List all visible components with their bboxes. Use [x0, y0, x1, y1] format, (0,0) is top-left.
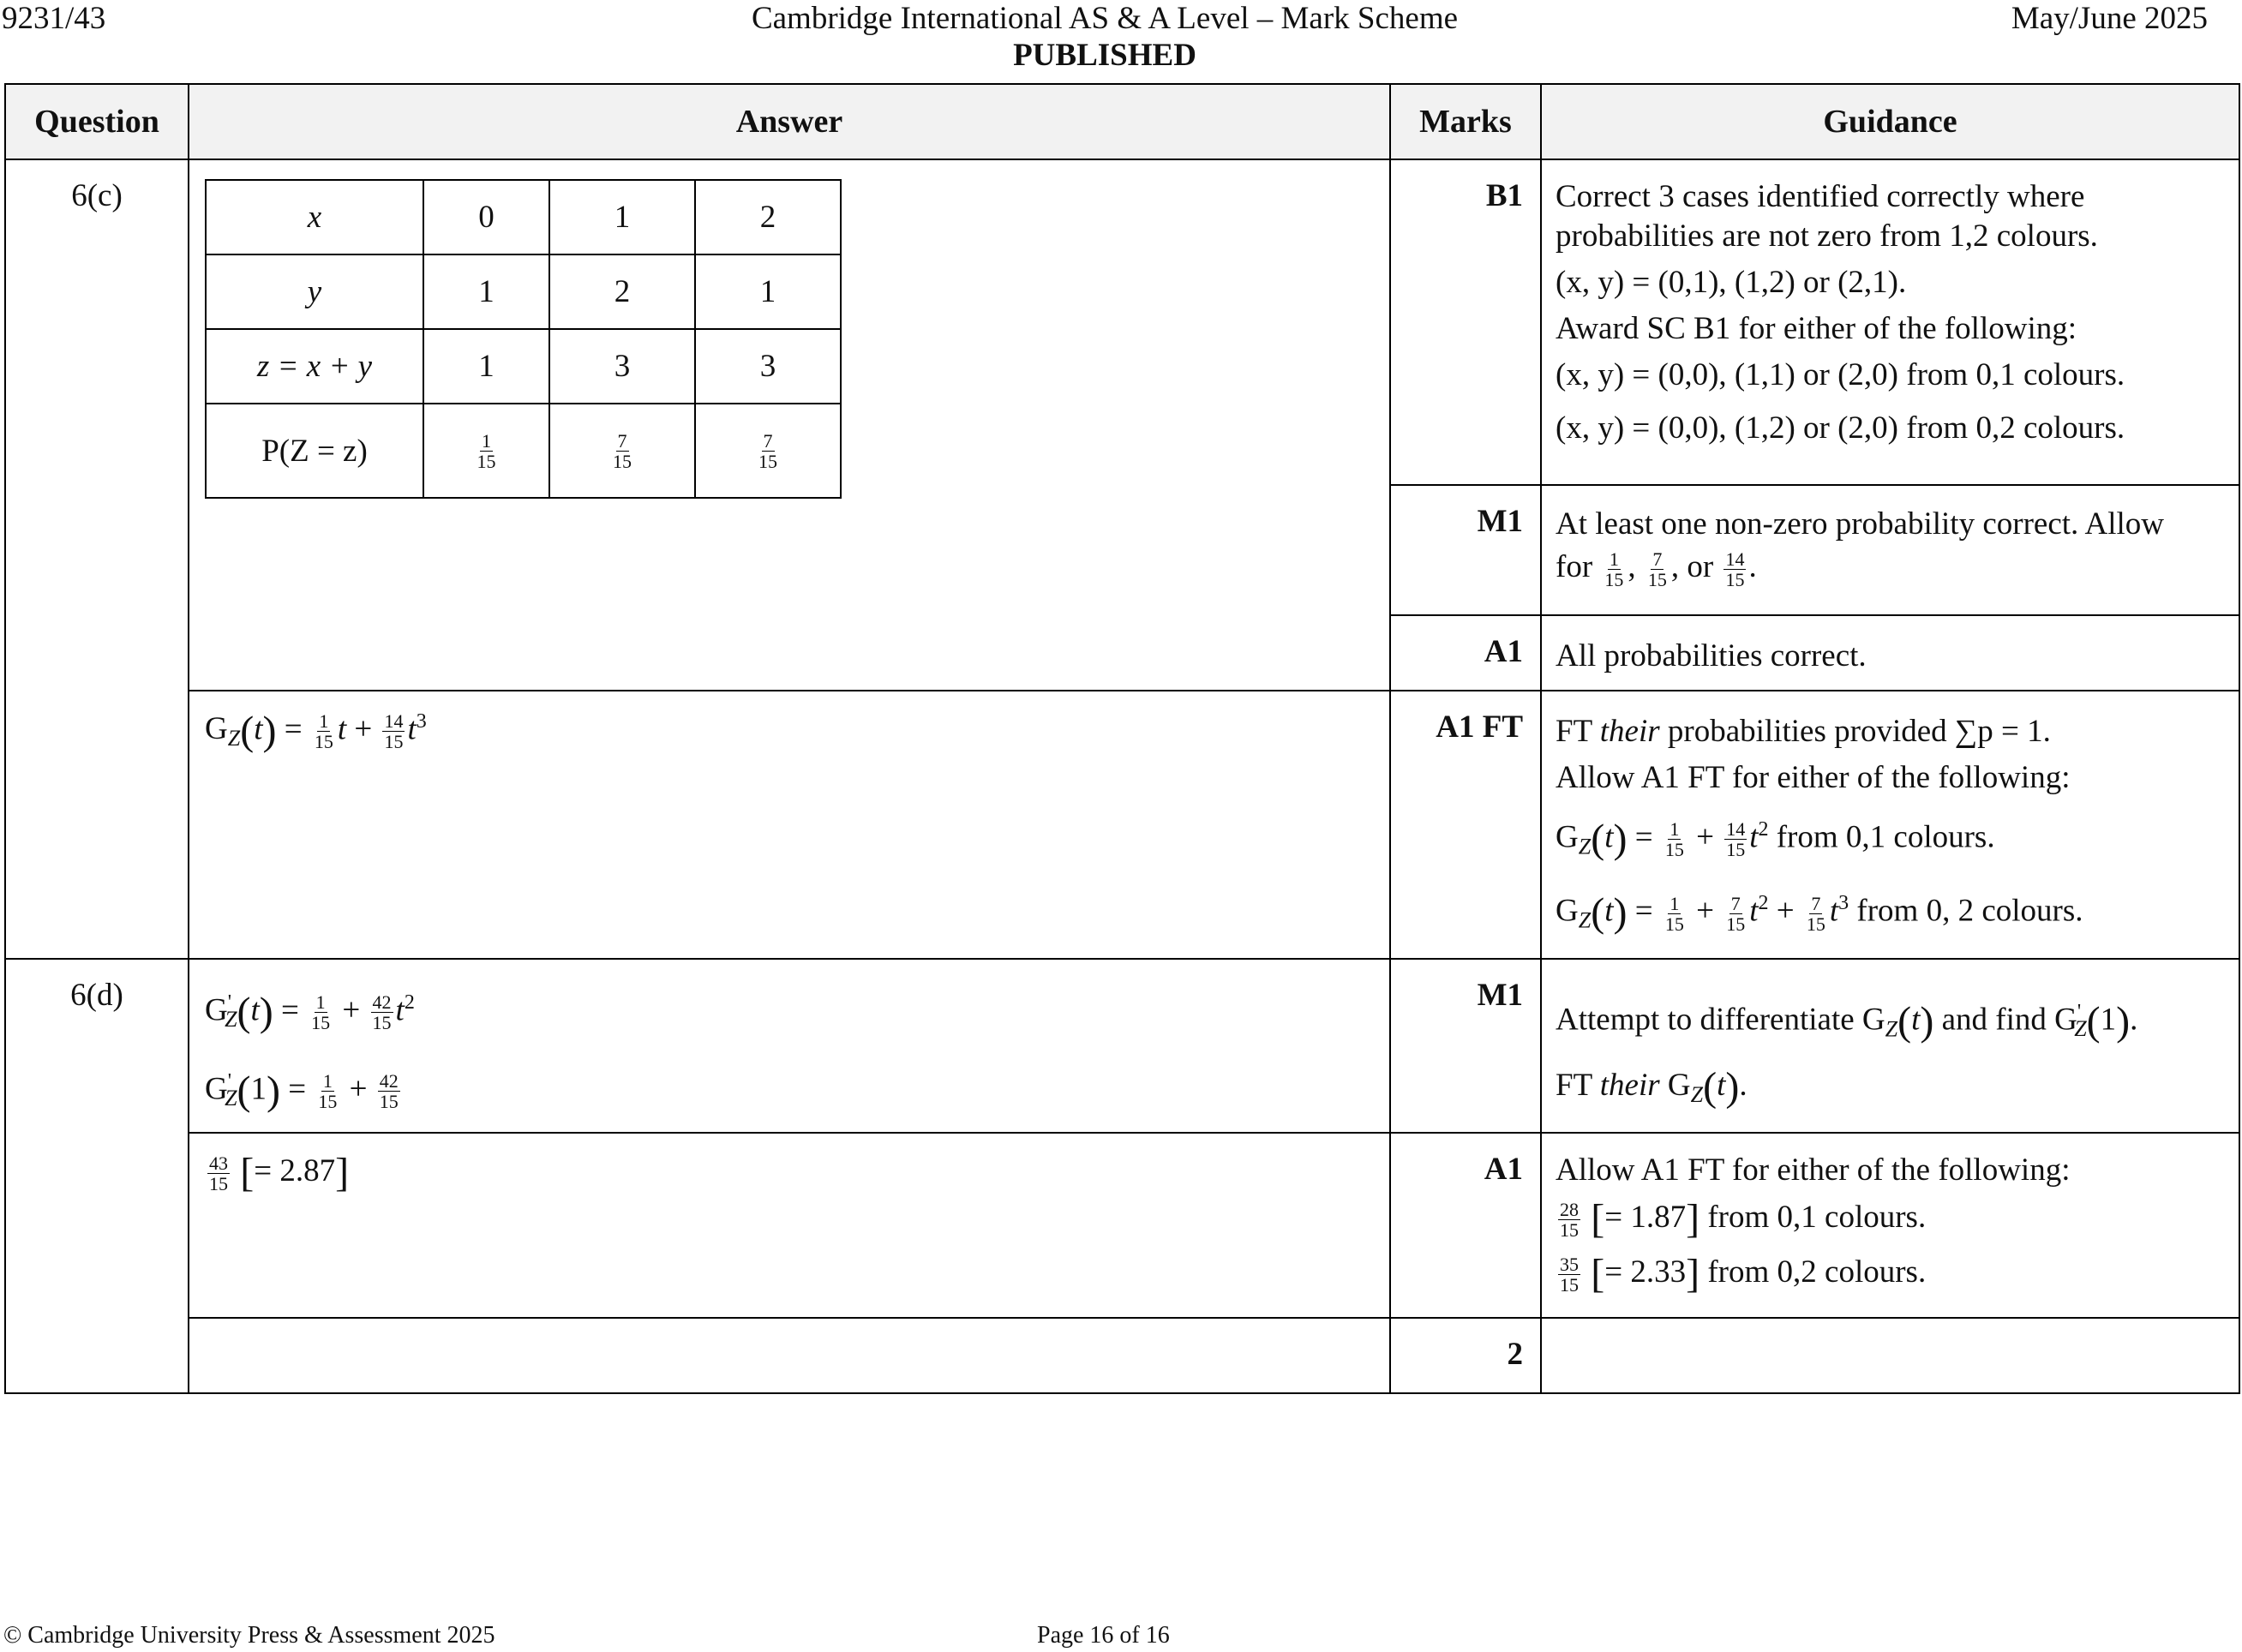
marks-column-header: Marks: [1390, 84, 1541, 159]
guidance-a1: Allow A1 FT for either of the following: $\frac{28}{15}$ [= 1.87] from 0,1 colours. $\frac{35}{15}$ [= 2.33] from 0,2 colours.: [1541, 1133, 2239, 1318]
z-value: 3: [549, 329, 695, 404]
guidance-empty-cell: [1541, 1318, 2239, 1393]
guidance-m1: At least one non-zero probability correct. Allow for $\frac{1}{15}$ , $\frac{7}{15}$ , or $\frac{14}{15}$ .: [1541, 485, 2239, 615]
guidance-m1: Attempt to differentiate $G_Z(t)$ and find $G'_Z(1)$. FT their $G_Z(t)$.: [1541, 959, 2239, 1133]
exam-session: May/June 2025: [2011, 1, 2208, 36]
x-value: 1: [549, 180, 695, 254]
table-row: [206, 329, 841, 404]
published-label: PUBLISHED: [1013, 38, 1196, 73]
copyright-notice: © Cambridge University Press & Assessment 2025: [3, 1622, 495, 1649]
answer-6d-derivative: $G'_Z(t)$ = $\frac{1}{15}$ + $\frac{42}{15}$ $t^2$ $G'_Z(1)$ = $\frac{1}{15}$ + $\frac{42}{15}$: [189, 959, 1390, 1133]
answer-empty-cell: [189, 1318, 1390, 1393]
table-row: [206, 254, 841, 329]
guidance-a1-ft: FT their probabilities provided ∑p = 1. Allow A1 FT for either of the following: $G_Z(t)$ = $\frac{1}{15}$ + $\frac{14}{15}$ $t^2$ from 0,1 colours. $G_Z(t)$ = $\frac{1}{15}$ + $\frac{7}{15}$ $t^2$ + $\frac{7}{15}$ $t^3$ from 0, 2 colours.: [1541, 691, 2239, 959]
answer-6d-value: $\frac{43}{15}$ [= 2.87]: [189, 1133, 1390, 1318]
y-value: 1: [423, 254, 549, 329]
answer-6c-table-cell: [189, 159, 1390, 691]
mark-a1-ft: A1 FT: [1390, 691, 1541, 959]
x-value: 0: [423, 180, 549, 254]
page-number: Page 16 of 16: [1037, 1622, 1170, 1649]
row-label-y: y: [206, 254, 423, 329]
z-value: 1: [423, 329, 549, 404]
y-value: 2: [549, 254, 695, 329]
table-row: [5, 959, 2239, 1133]
question-6c-label: 6(c): [5, 159, 189, 959]
row-label-z: z = x + y: [206, 329, 423, 404]
table-row: [5, 159, 2239, 485]
total-marks: 2: [1390, 1318, 1541, 1393]
table-row: [5, 1133, 2239, 1318]
z-value: 3: [695, 329, 841, 404]
mark-a1: A1: [1390, 615, 1541, 691]
mark-m1: M1: [1390, 485, 1541, 615]
y-value: 1: [695, 254, 841, 329]
probability-value: $\frac{1}{15}$: [423, 404, 549, 498]
document-title: Cambridge International AS & A Level – Mark Scheme: [751, 1, 1459, 36]
mark-m1: M1: [1390, 959, 1541, 1133]
question-6d-label: 6(d): [5, 959, 189, 1393]
table-row: [5, 691, 2239, 959]
row-label-x: x: [206, 180, 423, 254]
probability-value: $\frac{7}{15}$: [549, 404, 695, 498]
answer-6c-pgf: $G_Z(t)$ = $\frac{1}{15}$ t + $\frac{14}{15}$ $t^3$: [189, 691, 1390, 959]
table-row: [206, 404, 841, 498]
table-header-row: [5, 84, 2239, 159]
paper-code: 9231/43: [2, 1, 106, 36]
table-row: [206, 180, 841, 254]
row-label-probability: P(Z = z): [206, 404, 423, 498]
mark-b1: B1: [1390, 159, 1541, 485]
probability-value: $\frac{7}{15}$: [695, 404, 841, 498]
probability-table: [205, 179, 842, 499]
x-value: 2: [695, 180, 841, 254]
mark-a1: A1: [1390, 1133, 1541, 1318]
guidance-b1: Correct 3 cases identified correctly where probabilities are not zero from 1,2 colours. (x, y) = (0,1), (1,2) or (2,1). Award SC B1 for either of the following: (x, y) = (0,0), (1,1) or (2,0) from 0,1 colours. (x, y) = (0,0), (1,2) or (2,0) from 0,2 colours.: [1541, 159, 2239, 485]
mark-scheme-table: [4, 83, 2240, 1394]
question-column-header: Question: [5, 84, 189, 159]
answer-column-header: Answer: [189, 84, 1390, 159]
guidance-a1: All probabilities correct.: [1541, 615, 2239, 691]
guidance-column-header: Guidance: [1541, 84, 2239, 159]
table-row: [5, 1318, 2239, 1393]
